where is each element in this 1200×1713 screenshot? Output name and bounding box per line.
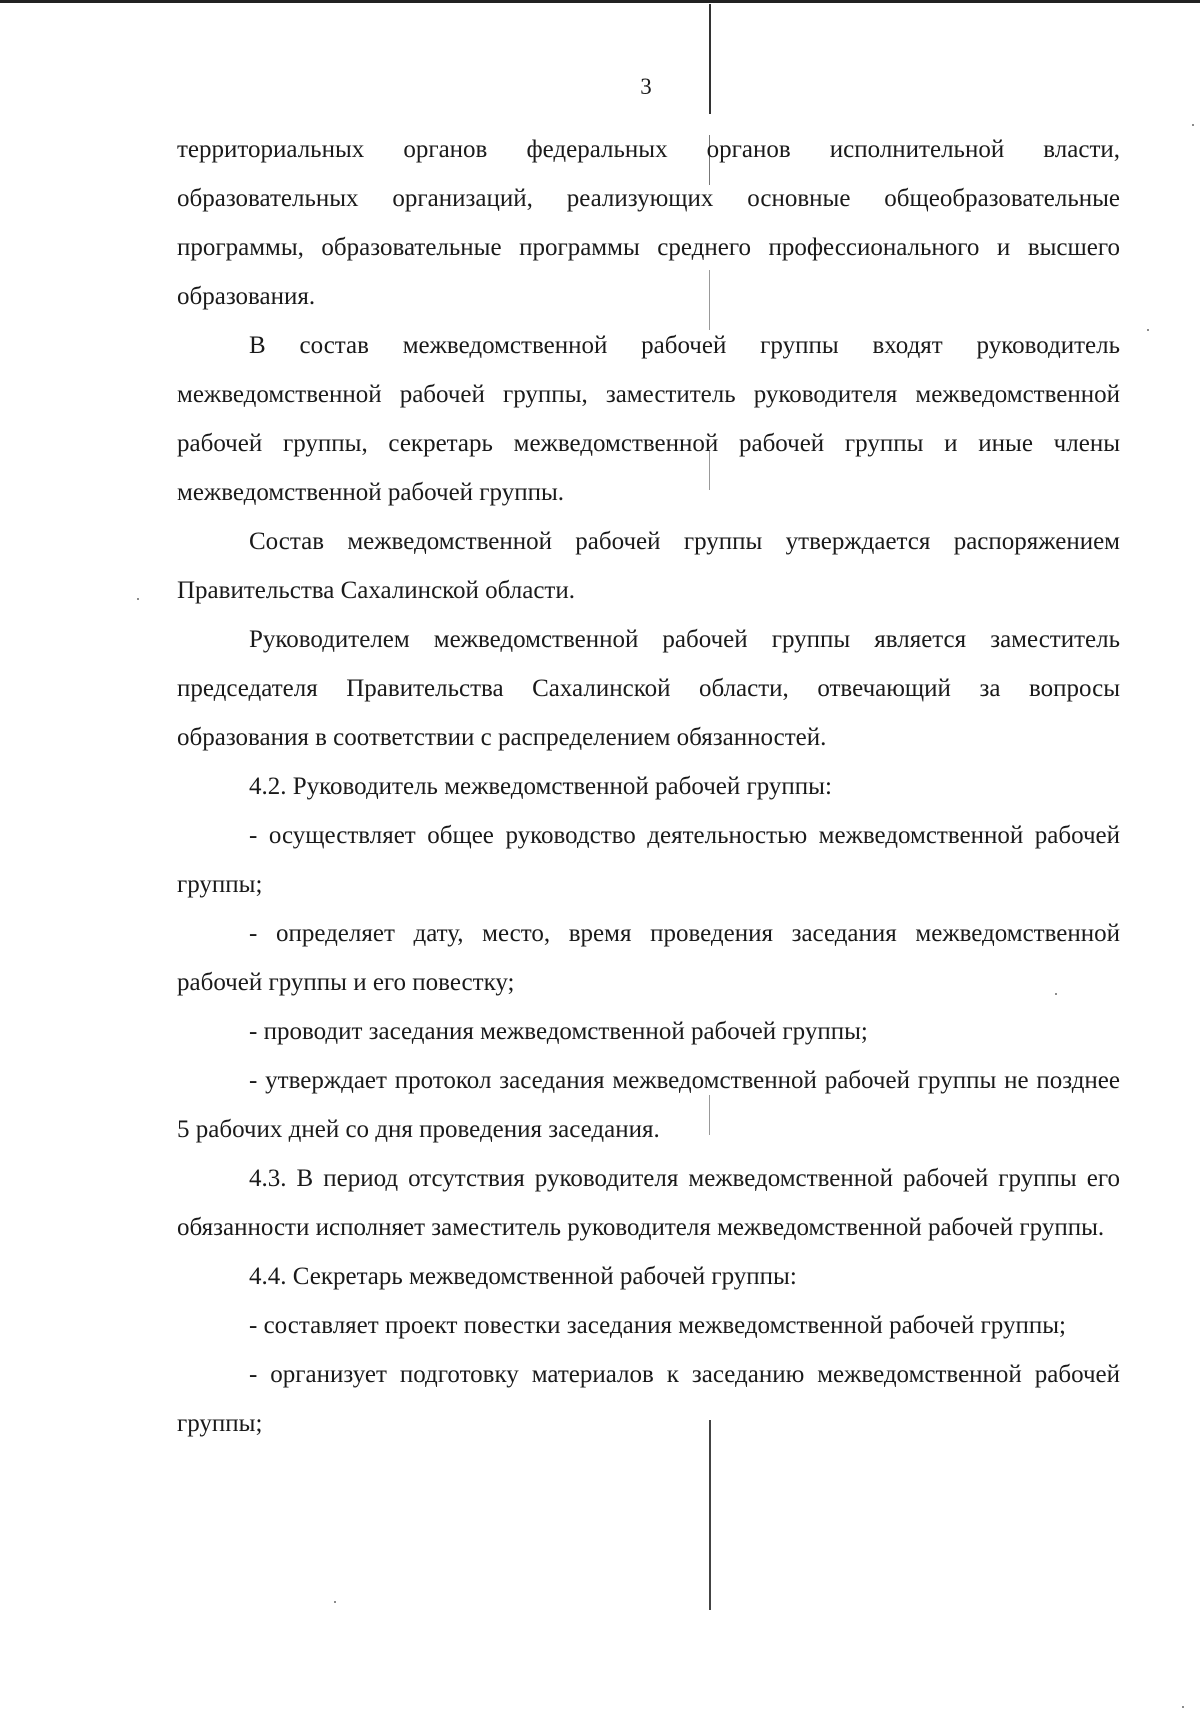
scan-speck [334, 1601, 336, 1603]
paragraph: - составляет проект повестки заседания межведомственной рабочей группы; [249, 1312, 1066, 1339]
scan-fold-line [709, 1420, 711, 1610]
paragraph: Руководителем межведомственной рабочей группы является заместитель председателя Правительства Сахалинской области, отвечающий за вопросы образования в соответствии с распределением обязанностей. [177, 626, 1120, 751]
paragraph: - определяет дату, место, время проведения заседания межведомственной рабочей группы и его повестку; [177, 920, 1120, 996]
paragraph: - осуществляет общее руководство деятельностью межведомственной рабочей группы; [177, 822, 1120, 898]
paragraph: 4.3. В период отсутствия руководителя межведомственной рабочей группы его обязанности исполняет заместитель руководителя межведомственной рабочей группы. [177, 1165, 1120, 1241]
page-number: 3 [640, 74, 652, 99]
paragraph: 4.2. Руководитель межведомственной рабочей группы: [249, 773, 832, 800]
paragraph: В состав межведомственной рабочей группы входят руководитель межведомственной рабочей группы, заместитель руководителя межведомственной рабочей группы, секретарь межведомственной рабочей группы и иные члены межведомственной рабочей группы. [177, 332, 1120, 506]
paragraph: Состав межведомственной рабочей группы утверждается распоряжением Правительства Сахалинской области. [177, 528, 1120, 604]
paragraph: - организует подготовку материалов к заседанию межведомственной рабочей группы; [177, 1361, 1120, 1437]
scan-speck [1182, 1706, 1184, 1708]
top-edge-line [0, 0, 1200, 3]
paragraph: 4.4. Секретарь межведомственной рабочей группы: [249, 1263, 797, 1290]
scan-speck [137, 598, 139, 600]
paragraph: - утверждает протокол заседания межведомственной рабочей группы не позднее 5 рабочих дней со дня проведения заседания. [177, 1067, 1120, 1143]
scan-speck [1147, 329, 1149, 331]
paragraph: - проводит заседания межведомственной рабочей группы; [249, 1018, 868, 1045]
document-body [177, 125, 1120, 1448]
scan-speck [1192, 124, 1194, 126]
paragraph: территориальных органов федеральных органов исполнительной власти, образовательных организаций, реализующих основные общеобразовательные программы, образовательные программы среднего профессионального и высшего образования. [177, 136, 1120, 310]
